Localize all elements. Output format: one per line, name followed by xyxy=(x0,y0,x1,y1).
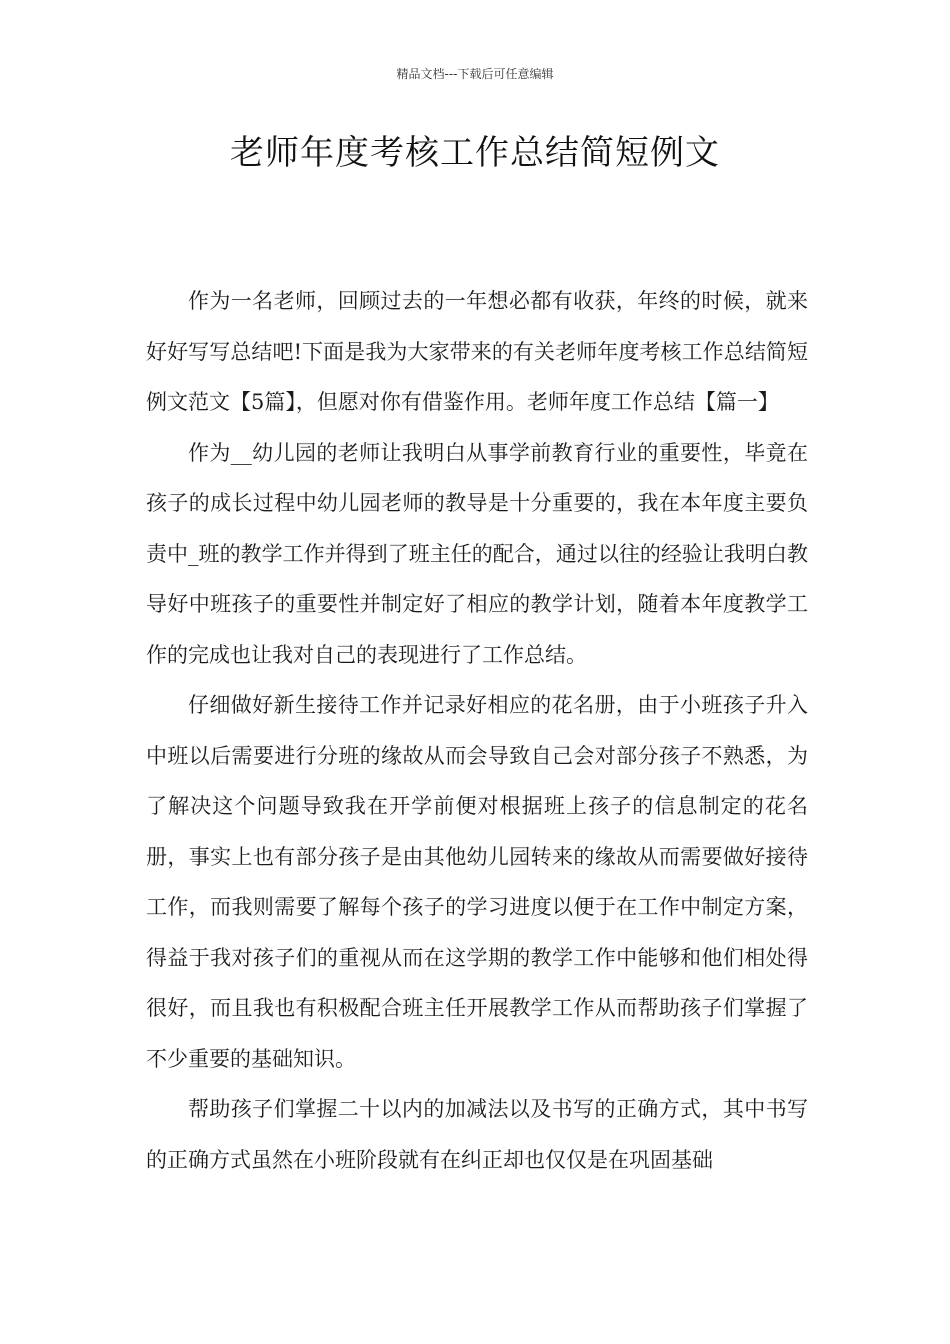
paragraph-2: 作为__幼儿园的老师让我明白从事学前教育行业的重要性，毕竟在孩子的成长过程中幼儿园老师的教导是十分重要的，我在本年度主要负责中_班的教学工作并得到了班主任的配合，通过以往的经验让我明白教导好中班孩子的重要性并制定好了相应的教学计划，随着本年度教学工作的完成也让我对自己的表现进行了工作总结。 xyxy=(146,440,808,667)
paragraph-4: 帮助孩子们掌握二十以内的加减法以及书写的正确方式，其中书写的正确方式虽然在小班阶段就有在纠正却也仅仅是在巩固基础 xyxy=(146,1097,808,1172)
header-note: 精品文档---下载后可任意编辑 xyxy=(396,67,554,81)
paragraph-intro: 作为一名老师，回顾过去的一年想必都有收获，年终的时候，就来好好写写总结吧!下面是我为大家带来的有关老师年度考核工作总结简短例文范文【5篇】，但愿对你有借鉴作用。老师年度工作总结【篇一】 xyxy=(146,289,808,414)
document-title: 老师年度考核工作总结简短例文 xyxy=(230,133,720,173)
document-body xyxy=(146,276,808,1185)
paragraph-3: 仔细做好新生接待工作并记录好相应的花名册，由于小班孩子升入中班以后需要进行分班的缘故从而会导致自己会对部分孩子不熟悉，为了解决这个问题导致我在开学前便对根据班上孩子的信息制定的花名册，事实上也有部分孩子是由其他幼儿园转来的缘故从而需要做好接待工作，而我则需要了解每个孩子的学习进度以便于在工作中制定方案，得益于我对孩子们的重视从而在这学期的教学工作中能够和他们相处得很好，而且我也有积极配合班主任开展教学工作从而帮助孩子们掌握了不少重要的基础知识。 xyxy=(146,693,808,1071)
